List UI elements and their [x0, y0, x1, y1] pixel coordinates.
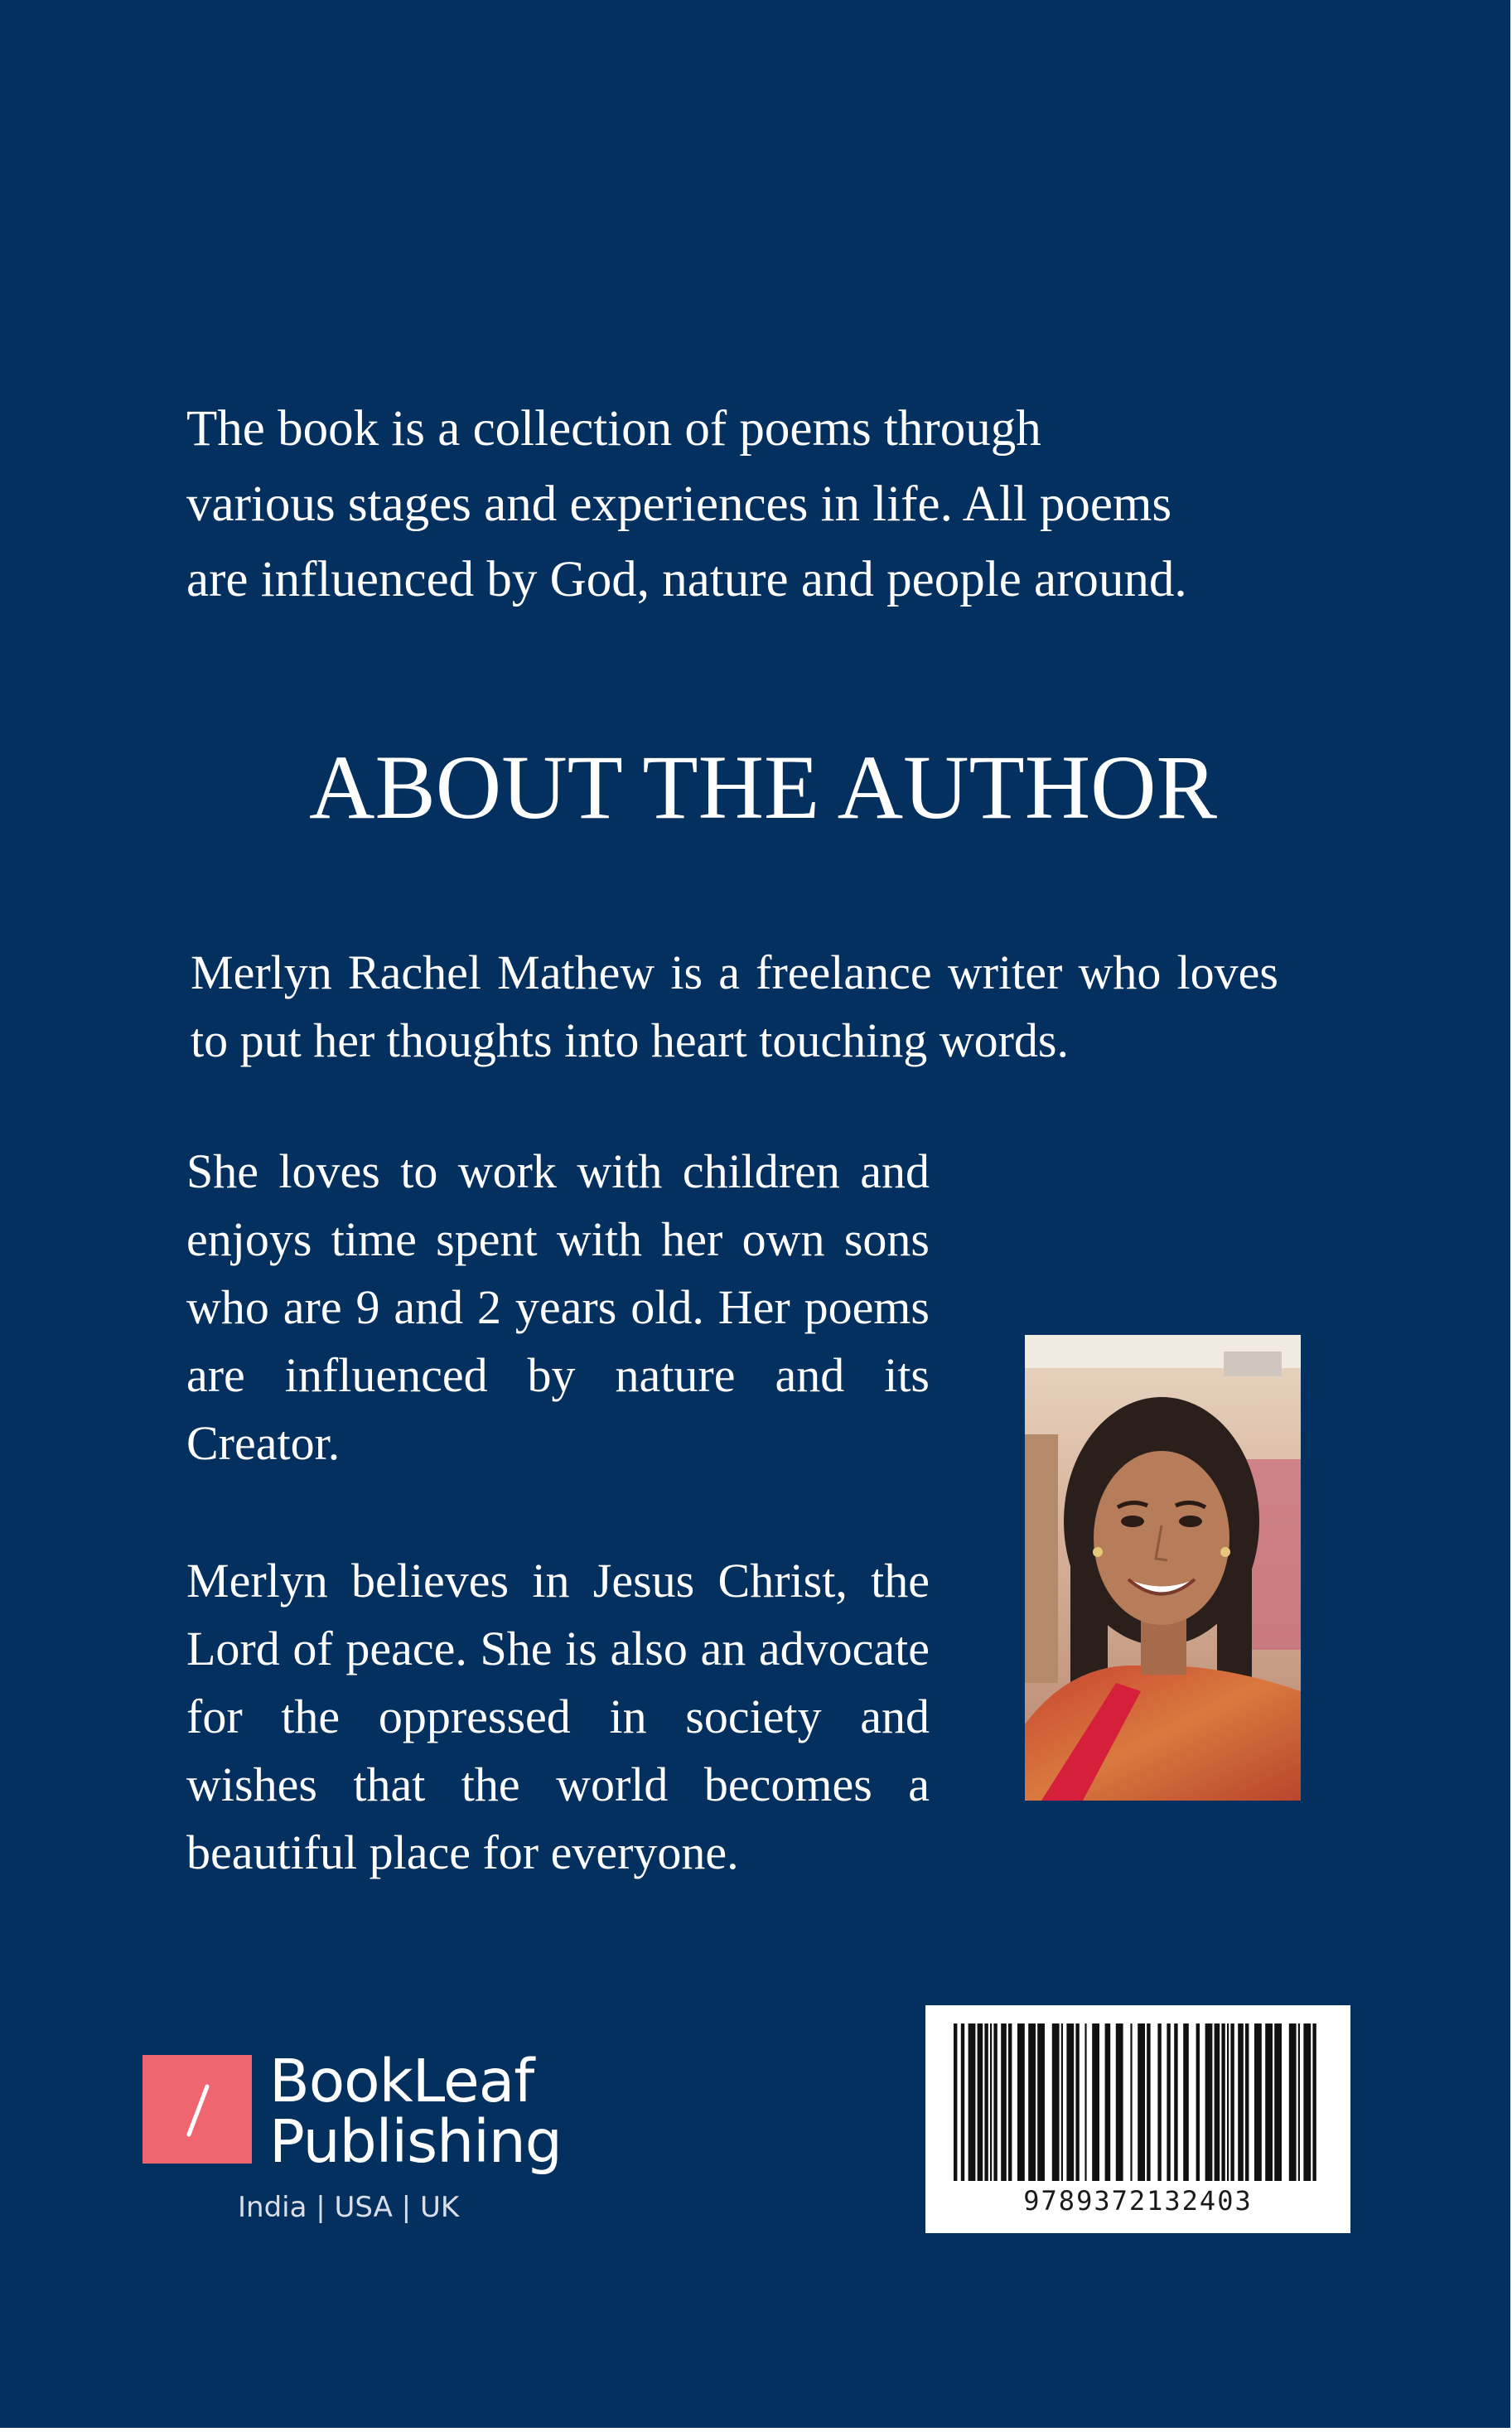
- barcode-bar: [1215, 2023, 1220, 2181]
- barcode-bar: [1084, 2023, 1086, 2181]
- barcode-bar: [1116, 2023, 1123, 2181]
- barcode-bar: [1289, 2023, 1297, 2181]
- barcode-bar: [1174, 2023, 1177, 2181]
- barcode-bar: [1227, 2023, 1229, 2181]
- barcode-bar: [1196, 2023, 1200, 2181]
- isbn-barcode: [925, 2005, 1350, 2233]
- barcode-bar: [1052, 2023, 1060, 2181]
- barcode-bar: [1075, 2023, 1079, 2181]
- barcode-bar: [1028, 2023, 1036, 2181]
- barcode-bar: [961, 2023, 964, 2181]
- barcode-bar: [990, 2023, 992, 2181]
- barcode-bar: [1205, 2023, 1213, 2181]
- barcode-bar: [1157, 2023, 1161, 2181]
- barcode-bar: [1274, 2023, 1282, 2181]
- barcode-bar: [1092, 2023, 1099, 2181]
- author-intro: Merlyn Rachel Mathew is a freelance writer who loves to put her thoughts into heart touching words.: [191, 945, 1278, 1067]
- barcode-bar: [1147, 2023, 1150, 2181]
- barcode-bar: [1254, 2023, 1262, 2181]
- barcode-bar: [978, 2023, 983, 2181]
- author-bio-paragraph-2: Merlyn believes in Jesus Christ, the Lord of peace. She is also an advocate for the oppressed in society and wishes that the world becomes a beautiful place for everyone.: [186, 1554, 930, 1879]
- barcode-bar: [1298, 2023, 1300, 2181]
- barcode-bar: [1066, 2023, 1074, 2181]
- barcode-bar: [1138, 2023, 1145, 2181]
- barcode-bar: [1183, 2023, 1189, 2181]
- barcode-bar: [993, 2023, 997, 2181]
- bookleaf-logo-mark: [143, 2055, 252, 2164]
- barcode-bar: [1061, 2023, 1063, 2181]
- barcode-bar: [1265, 2023, 1273, 2181]
- barcode-bar: [1037, 2023, 1045, 2181]
- barcode-bar: [1303, 2023, 1311, 2181]
- barcode-bar: [1238, 2023, 1244, 2181]
- author-photo: [1025, 1335, 1301, 1801]
- publisher-name-line-2: Publishing: [269, 2107, 562, 2176]
- book-blurb: [186, 391, 1363, 617]
- barcode-bar: [1221, 2023, 1225, 2181]
- publisher-regions: India | USA | UK: [238, 2191, 460, 2224]
- barcode-bar: [1130, 2023, 1132, 2181]
- barcode-bar: [1001, 2023, 1007, 2181]
- barcode-bar: [954, 2023, 957, 2181]
- barcode-bar: [1245, 2023, 1249, 2181]
- publisher-name-line-1: BookLeaf: [269, 2047, 534, 2115]
- barcode-bar: [1312, 2023, 1316, 2181]
- barcode-bar: [984, 2023, 988, 2181]
- author-portrait-image: [1025, 1335, 1301, 1801]
- about-the-author-heading: ABOUT THE AUTHOR: [309, 737, 1217, 838]
- blurb-line: various stages and experiences in life. All poems: [186, 476, 1172, 532]
- barcode-bar: [1017, 2023, 1025, 2181]
- barcode-bar: [1167, 2023, 1170, 2181]
- author-bio-paragraph-1: She loves to work with children and enjoys time spent with her own sons who are 9 and 2 years old. Her poems are influenced by nature and its Creator.: [186, 1144, 930, 1470]
- barcode-bar: [1230, 2023, 1234, 2181]
- blurb-line: are influenced by God, nature and people around.: [186, 552, 1187, 607]
- isbn-number: 9789372132403: [1023, 2185, 1253, 2217]
- barcode-bar: [969, 2023, 976, 2181]
- blurb-line: The book is a collection of poems through: [186, 401, 1041, 457]
- barcode-bar: [1008, 2023, 1012, 2181]
- barcode-bar: [1105, 2023, 1111, 2181]
- slash-icon: [143, 2055, 252, 2164]
